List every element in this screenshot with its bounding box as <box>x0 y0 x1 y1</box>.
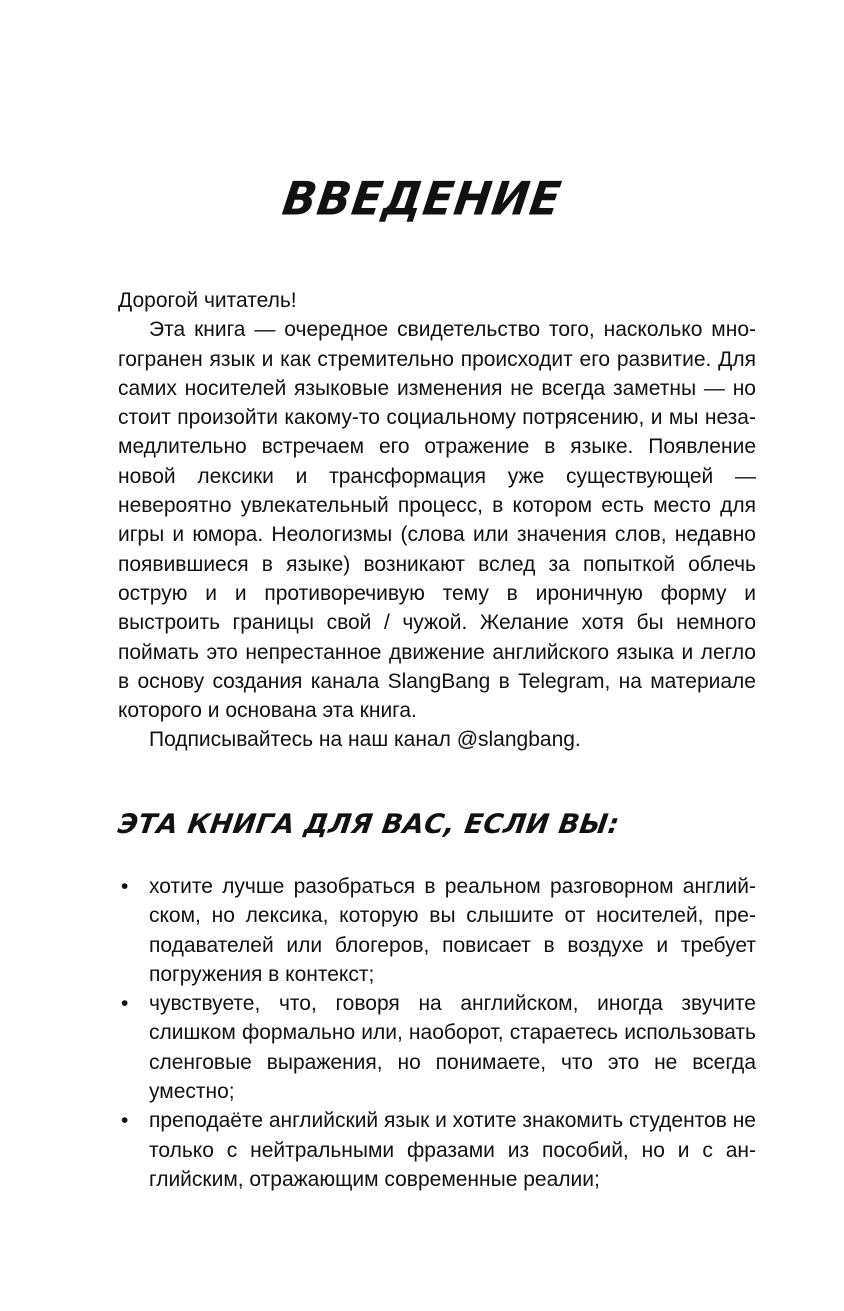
bullet-icon: • <box>121 1109 129 1133</box>
list-item <box>118 1106 756 1194</box>
list-item-text: хотите лучше разобраться в реальном разговорном английском, но лексика, которую вы слышите от носителей, преподавателей или блогеров, повисает в воздухе и требует погружения в контекст; <box>149 875 756 986</box>
intro-text <box>118 286 756 755</box>
greeting: Дорогой читатель! <box>118 289 297 312</box>
list-item <box>118 872 756 989</box>
list-item-text: преподаёте английский язык и хотите знакомить студентов не только с нейтральными фразами из пособий, но и с английским, отражающим современные реалии; <box>149 1109 756 1191</box>
list-item <box>118 989 756 1106</box>
bullet-icon: • <box>121 992 129 1016</box>
audience-list <box>118 872 756 1194</box>
subscribe-paragraph: Подписывайтесь на наш канал @slangbang. <box>149 728 581 752</box>
bullet-icon: • <box>121 875 129 898</box>
intro-paragraph: Эта книга — очередное свидетельство того, насколько многогранен язык и как стремительно происходит его развитие. Для самих носителей языковые изменения не всегда заметны — но стоит произойти какому-то социальному потрясению, и мы незамедлительно встречаем его отражение в языке. Появление новой лексики и трансформация уже существующей — невероятно увлекательный процесс, в котором есть место для игры и юмора. Неологизмы (слова или значения слов, недавно появившиеся в языке) возникают вслед за попыткой облечь острую и и противоречивую тему в ироничную форму и выстроить границы свой / чужой. Желание хотя бы немного поймать это непрестанное движение английского языка и легло в основу создания канала SlangBang в Telegram, на материале которого и основана эта книга. <box>118 318 756 723</box>
page-title: ВВЕДЕНИЕ <box>279 172 565 227</box>
list-item-text: чувствуете, что, говоря на английском, иногда звучите слишком формально или, наоборот, стараетесь использовать сленговые выражения, но понимаете, что это не всегда уместно; <box>149 992 756 1104</box>
section-heading: ЭТА КНИГА ДЛЯ ВАС, ЕСЛИ ВЫ: <box>115 809 622 840</box>
